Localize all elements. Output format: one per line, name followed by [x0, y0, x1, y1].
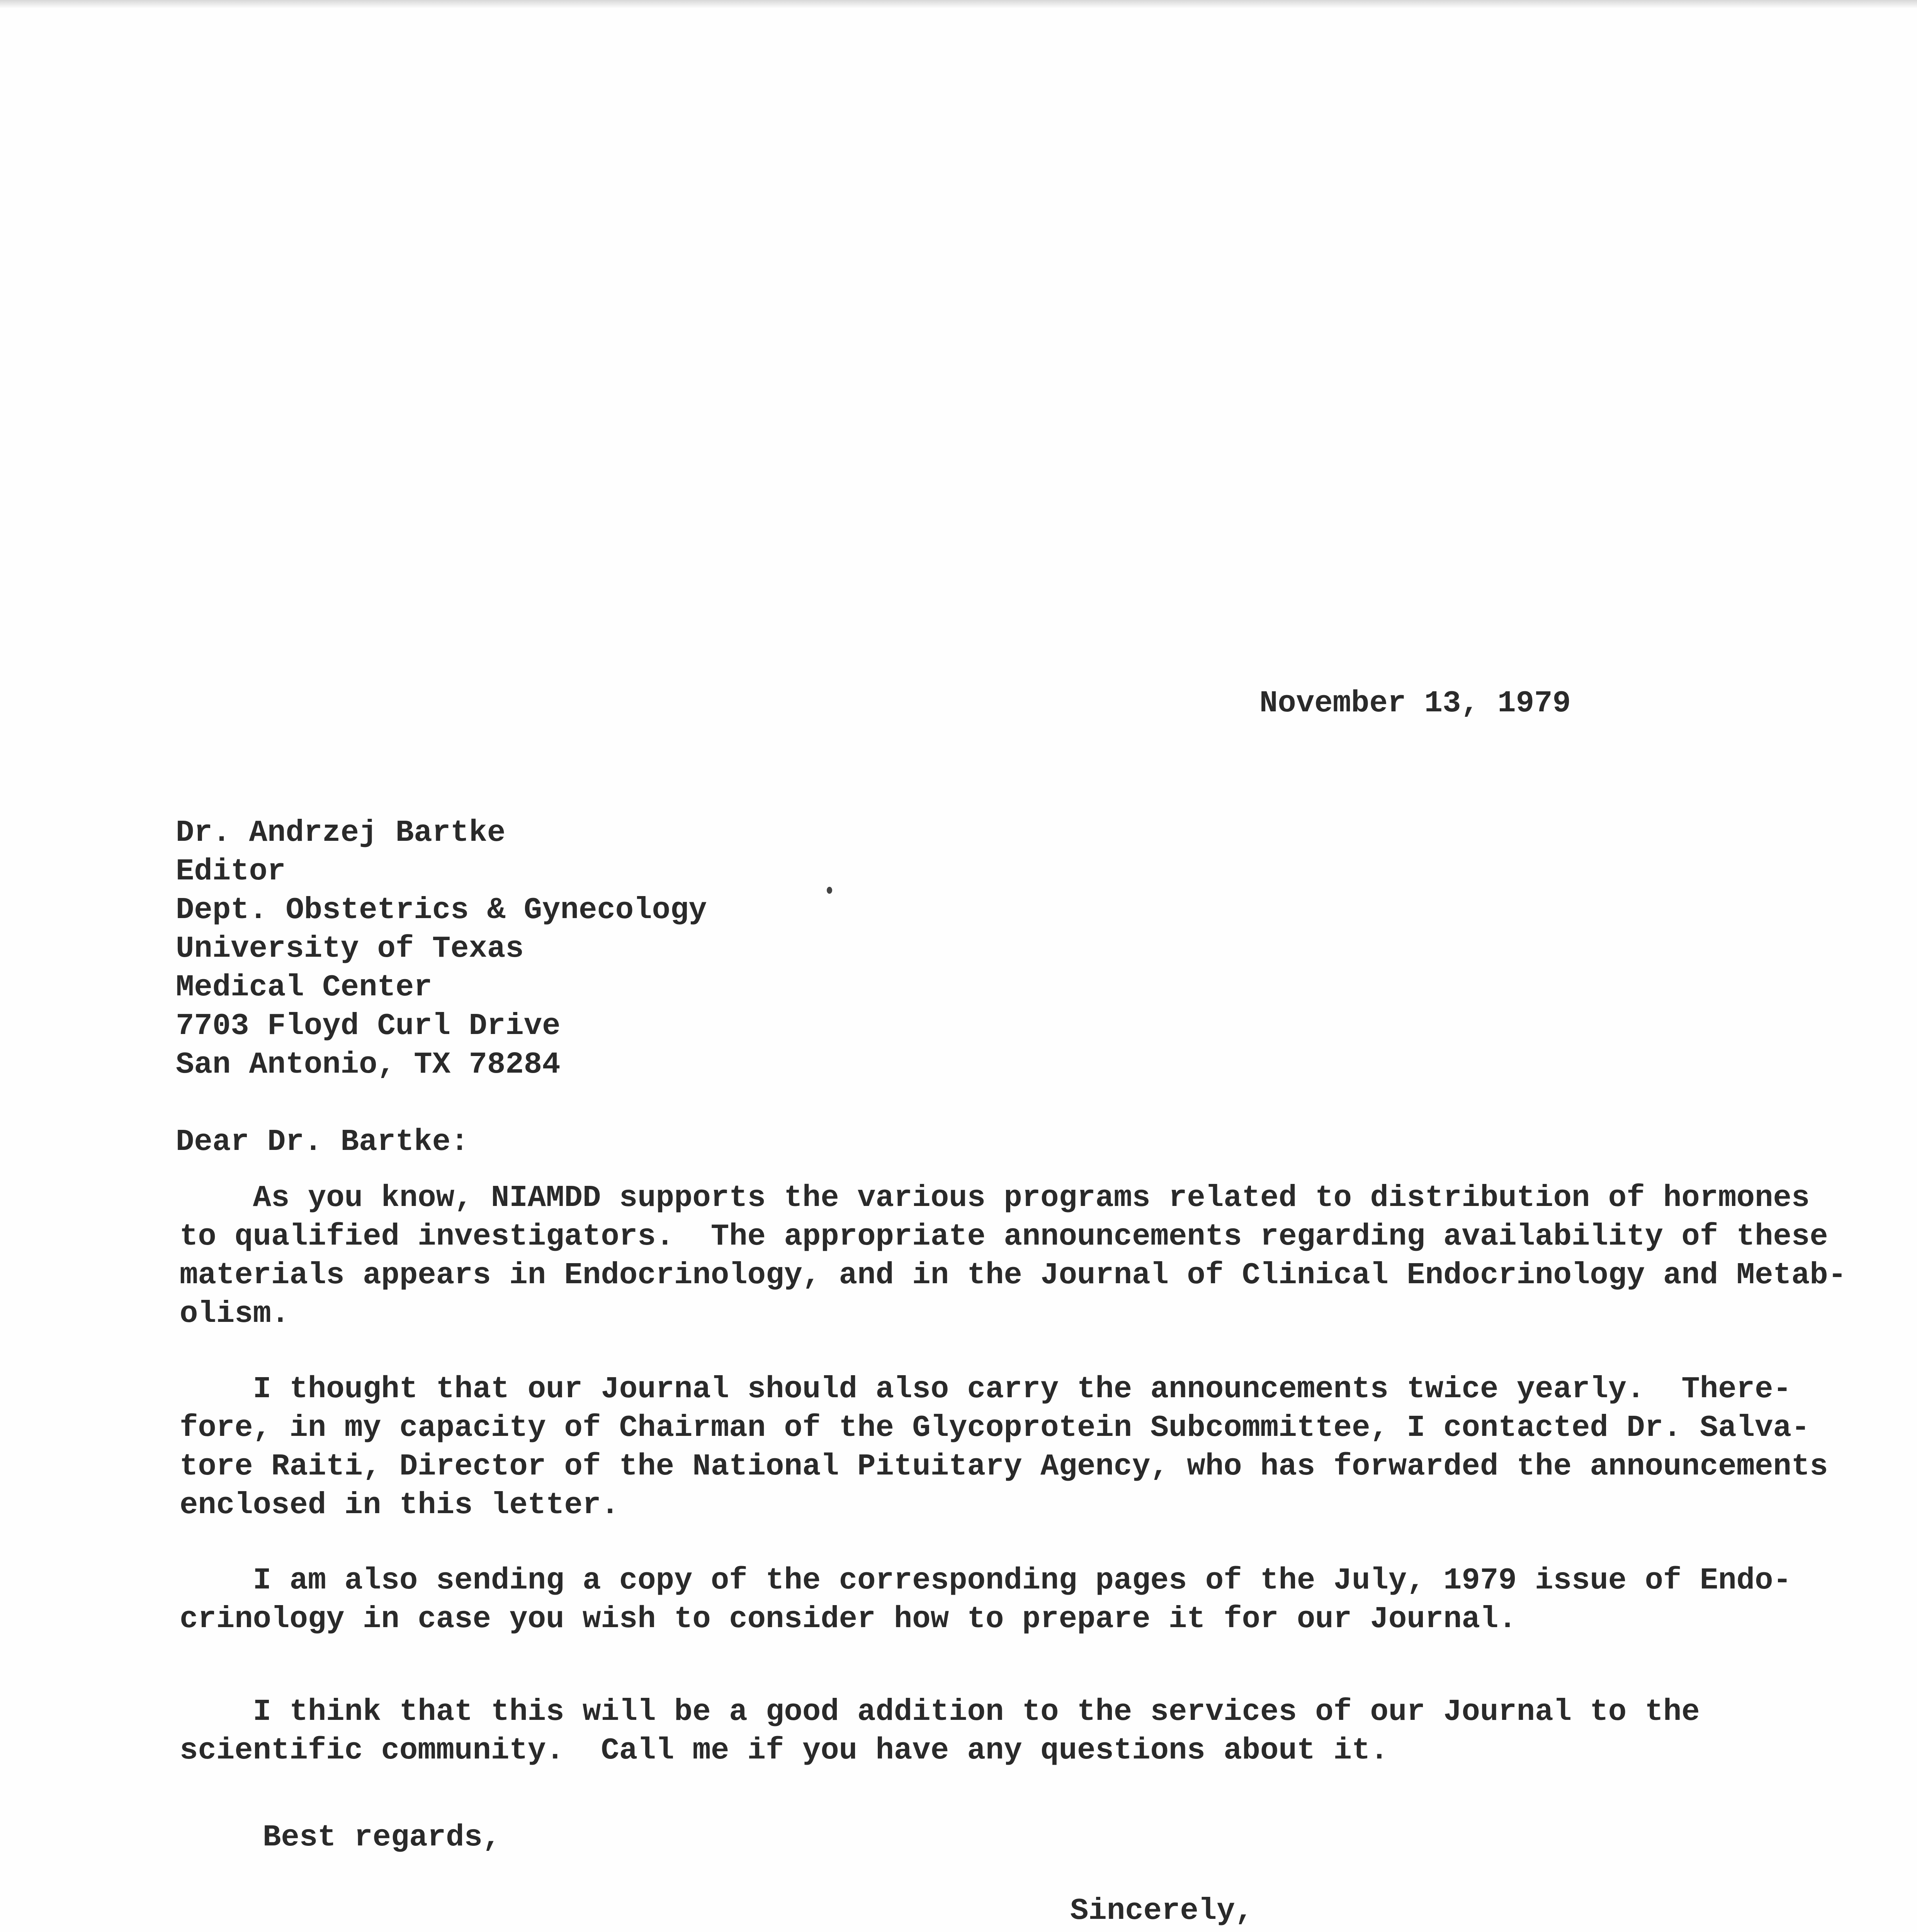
- recipient-line: Dr. Andrzej Bartke: [176, 815, 506, 850]
- body-paragraph-4: [180, 1692, 1917, 1770]
- recipient-line: Dept. Obstetrics & Gynecology: [176, 893, 707, 927]
- paragraph-line: enclosed in this letter.: [180, 1488, 619, 1522]
- body-paragraph-1: [180, 1179, 1917, 1333]
- page-top-edge: [0, 0, 1917, 9]
- paragraph-line: fore, in my capacity of Chairman of the Glycoprotein Subcommittee, I contacted Dr. Salva-: [180, 1410, 1810, 1445]
- recipient-line: University of Texas: [176, 931, 524, 966]
- paragraph-line: materials appears in Endocrinology, and in the Journal of Clinical Endocrinology and Metab-: [180, 1258, 1847, 1293]
- letter-date: November 13, 1979: [1259, 686, 1571, 721]
- body-paragraph-3: [180, 1561, 1917, 1638]
- recipient-line: San Antonio, TX 78284: [176, 1047, 561, 1082]
- paragraph-line: tore Raiti, Director of the National Pituitary Agency, who has forwarded the announcements: [180, 1449, 1828, 1484]
- body-paragraph-2: [180, 1370, 1917, 1524]
- closing-best-regards: Best regards,: [263, 1820, 501, 1855]
- paragraph-line: I thought that our Journal should also carry the announcements twice yearly. There-: [180, 1372, 1791, 1406]
- paragraph-line: As you know, NIAMDD supports the various programs related to distribution of hormones: [180, 1180, 1810, 1215]
- recipient-line: 7703 Floyd Curl Drive: [176, 1009, 561, 1043]
- paper-speck: [827, 887, 832, 894]
- paragraph-line: olism.: [180, 1296, 290, 1331]
- recipient-line: Editor: [176, 854, 286, 889]
- recipient-line: Medical Center: [176, 970, 432, 1005]
- paragraph-line: I am also sending a copy of the corresponding pages of the July, 1979 issue of Endo-: [180, 1563, 1791, 1598]
- paragraph-line: I think that this will be a good addition to the services of our Journal to the: [180, 1694, 1700, 1729]
- paragraph-line: scientific community. Call me if you have any questions about it.: [180, 1733, 1388, 1768]
- paragraph-line: to qualified investigators. The appropriate announcements regarding availability of these: [180, 1219, 1828, 1254]
- closing-sincerely: Sincerely,: [1070, 1893, 1254, 1928]
- paragraph-line: crinology in case you wish to consider how to prepare it for our Journal.: [180, 1602, 1517, 1636]
- recipient-address: [176, 813, 707, 1084]
- salutation: Dear Dr. Bartke:: [176, 1124, 469, 1159]
